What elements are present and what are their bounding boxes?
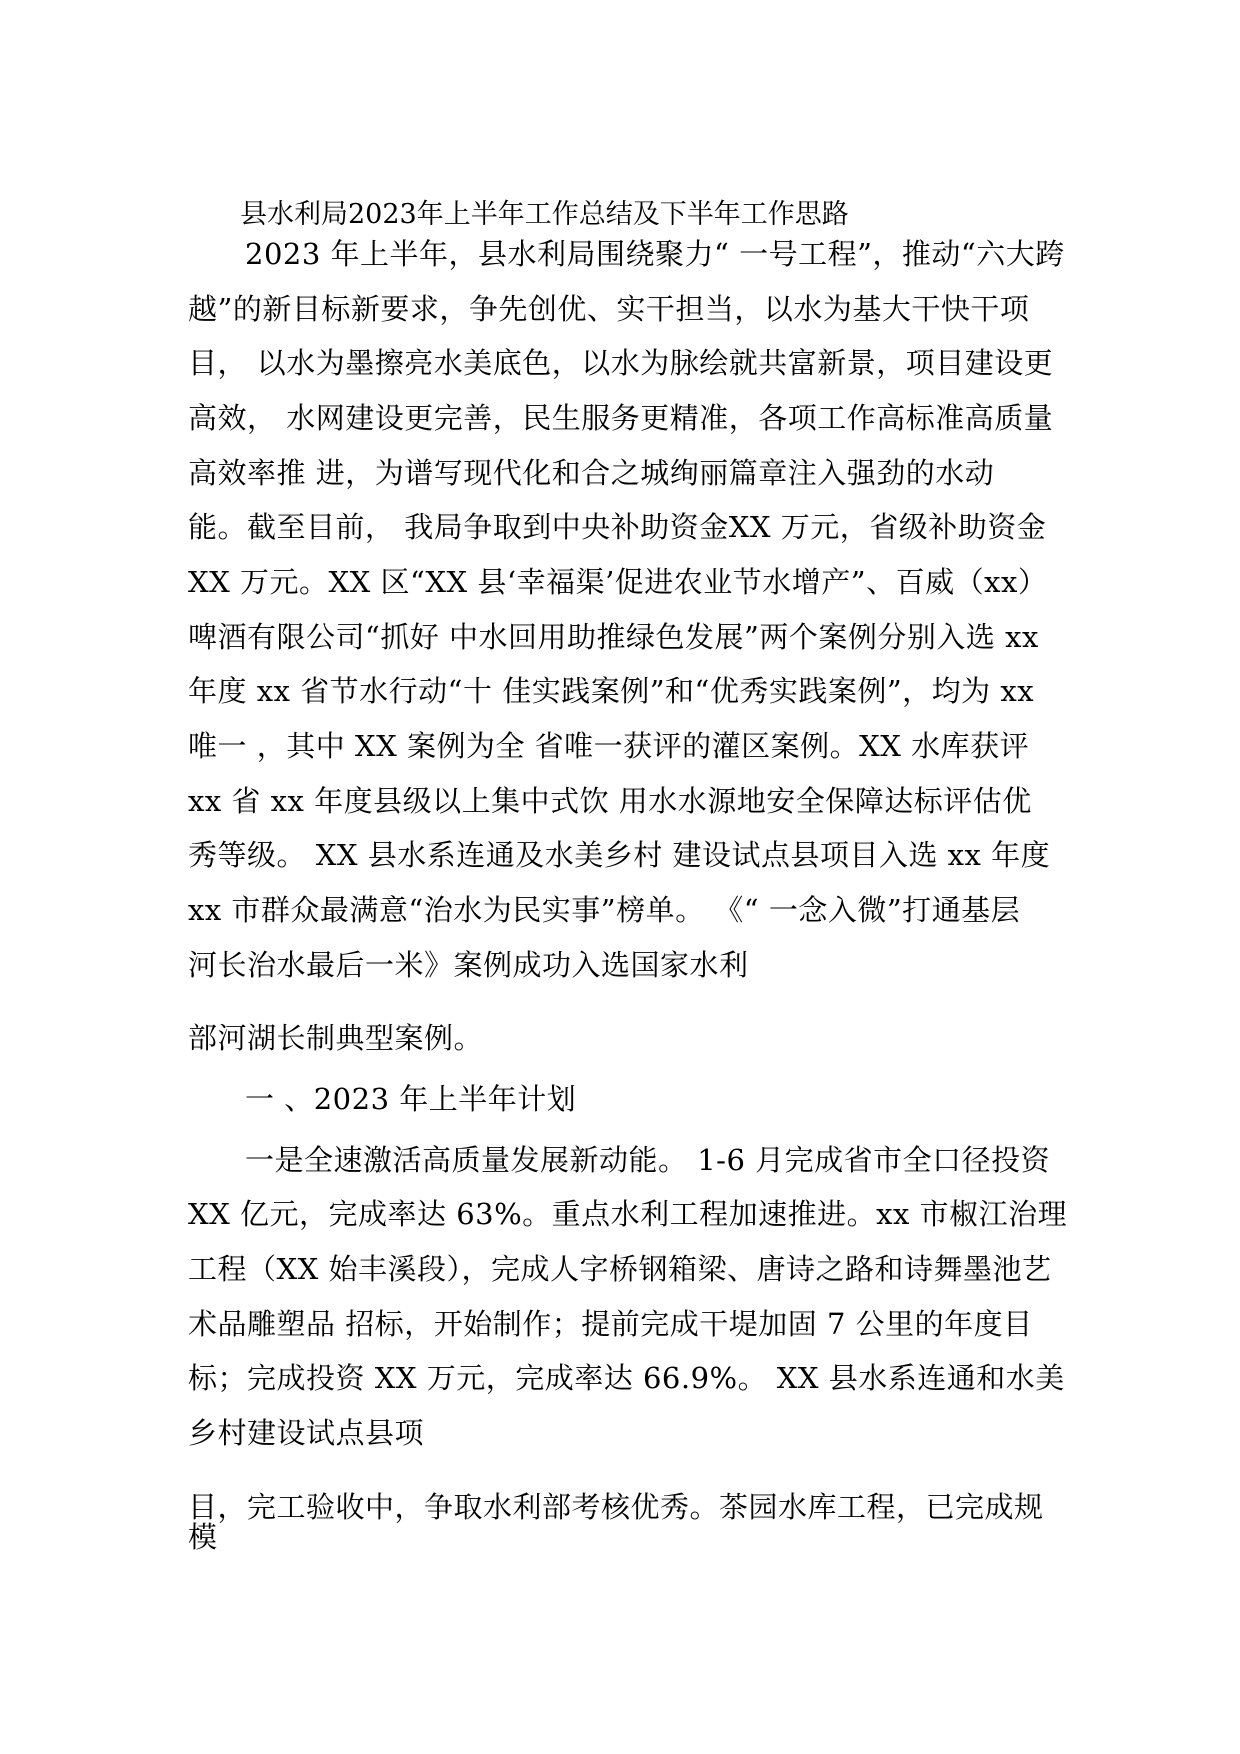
intro-line-7: XX 万元。XX 区“XX 县‘幸福渠’促进农业节水增产”、百威（xx）	[188, 565, 1048, 599]
intro-line-2: 越”的新目标新要求，争先创优、实干担当，以水为基大干快干项	[188, 292, 1030, 326]
intro-line-8: 啤酒有限公司“抓好 中水回用助推绿色发展”两个案例分别入选 xx	[188, 620, 1039, 654]
section-line-3: 工程（XX 始丰溪段），完成人字桥钢箱梁、唐诗之路和诗舞墨池艺	[188, 1252, 1052, 1286]
intro-line-1: 2023 年上半年，县水利局围绕聚力“ 一号工程”，推动“六大跨	[245, 237, 1065, 271]
section-line-5: 标；完成投资 XX 万元，完成率达 66.9%。 XX 县水系连通和水美	[188, 1361, 1065, 1395]
intro-line-14: 河长治水最后一米》案例成功入选国家水利	[188, 948, 749, 982]
intro-tail-line: 部河湖长制典型案例。	[188, 1021, 484, 1055]
intro-line-5: 高效率推 进，为谱写现代化和合之城绚丽篇章注入强劲的水动	[188, 456, 995, 490]
intro-line-12: 秀等级。 XX 县水系连通及水美乡村 建设试点县项目入选 xx 年度	[188, 838, 1051, 872]
page-end-line-1: 目，完工验收中，争取水利部考核优秀。茶园水库工程，已完成规	[188, 1490, 1044, 1524]
intro-line-11: xx 省 xx 年度县级以上集中式饮 用水水源地安全保障达标评估优	[188, 784, 1032, 818]
intro-line-3: 目， 以水为墨擦亮水美底色，以水为脉绘就共富新景，项目建设更	[188, 346, 1054, 380]
intro-line-10: 唯一 ，其中 XX 案例为全 省唯一获评的灌区案例。XX 水库获评	[188, 729, 1030, 763]
page-end-line-2: 模	[188, 1520, 218, 1554]
intro-line-4: 高效， 水网建设更完善，民生服务更精准，各项工作高标准高质量	[188, 401, 1054, 435]
intro-line-6: 能。截至目前， 我局争取到中央补助资金XX 万元，省级补助资金	[188, 510, 1047, 544]
intro-line-9: 年度 xx 省节水行动“十 佳实践案例”和“优秀实践案例”，均为 xx	[188, 674, 1035, 708]
section-line-4: 术品雕塑品 招标，开始制作；提前完成干堤加固 7 公里的年度目	[188, 1307, 1033, 1341]
section-heading: 一 、2023 年上半年计划	[245, 1082, 577, 1116]
intro-line-13: xx 市群众最满意“治水为民实事”榜单。 《“ 一念入微”打通基层	[188, 893, 1021, 927]
section-line-6: 乡村建设试点县项	[188, 1416, 425, 1450]
section-line-1: 一是全速激活高质量发展新动能。 1-6 月完成省市全口径投资	[245, 1143, 1051, 1177]
document-title: 县水利局2023年上半年工作总结及下半年工作思路	[240, 199, 849, 230]
section-line-2: XX 亿元，完成率达 63%。重点水利工程加速推进。xx 市椒江治理	[188, 1197, 1068, 1231]
